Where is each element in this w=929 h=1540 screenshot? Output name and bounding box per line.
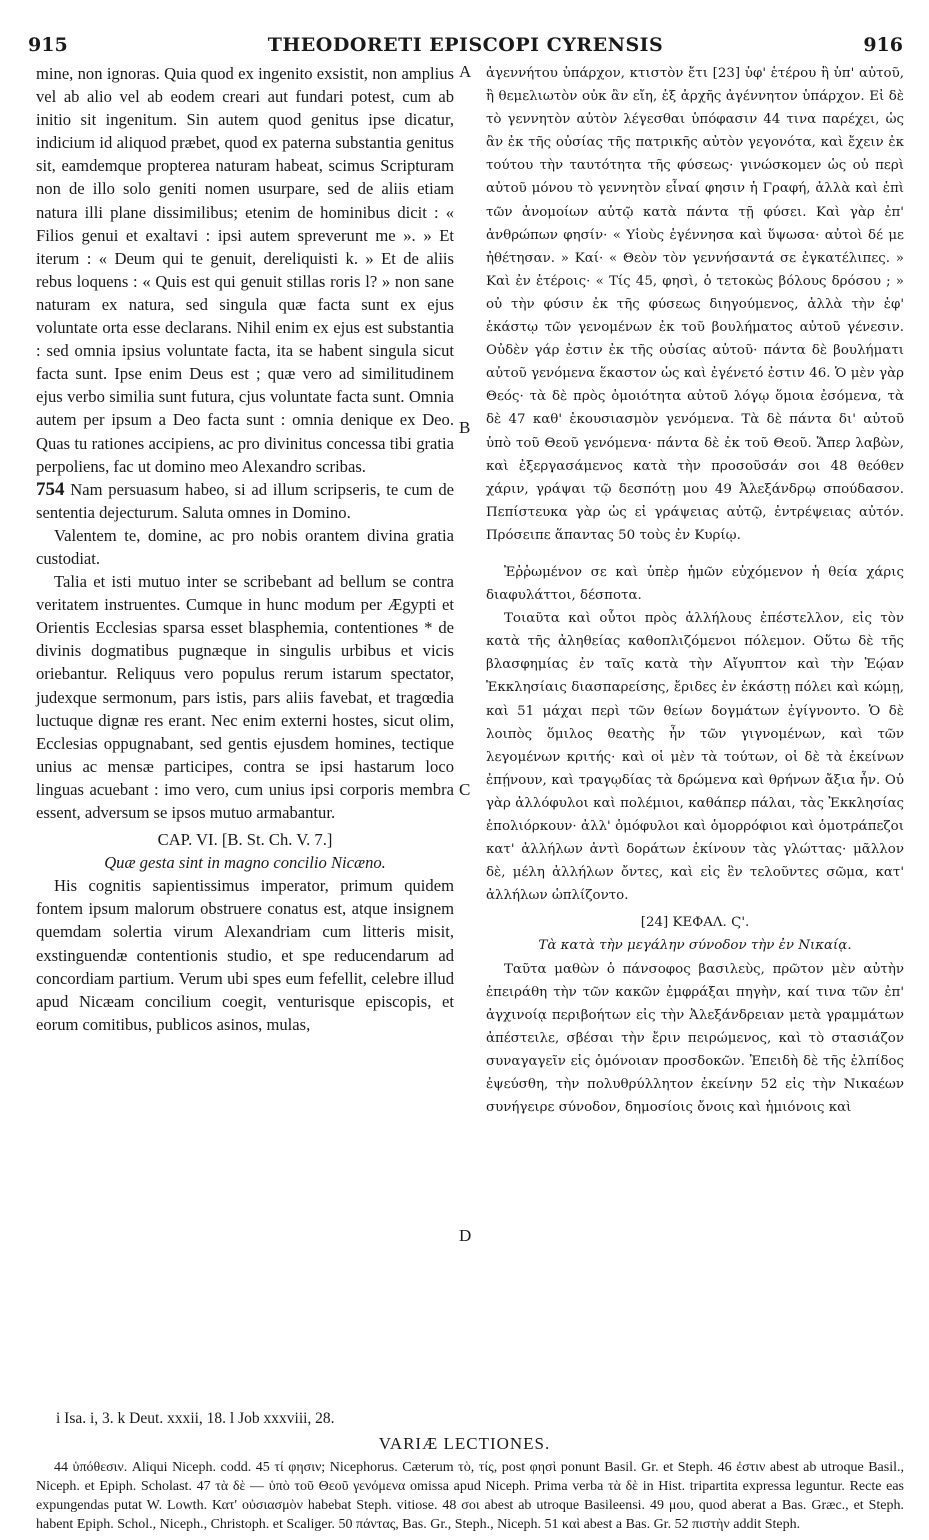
column-number: 754 (36, 478, 65, 500)
greek-paragraph: Τοιαῦτα καὶ οὗτοι πρὸς ἀλλήλους ἐπέστελλον, εἰς τὸν κατὰ τῆς ἀληθείας καθοπλιζόμενοι πόλεμον. Οὕτω δὲ τῆς βλασφημίας ἐν ταῖς κατὰ τὴν Αἴγυπτον καὶ τὴν Ἑῴαν Ἐκκλησίαις διασπαρείσης, ἔριδες ἐν ἑκάστῃ πόλει καὶ κώμῃ, καὶ 51 μάχαι περὶ τῶν θείων δογμάτων ἐγίγνοντο. Ὁ δὲ λοιπὸς ὅμιλος θεατὴς ἦν τῶν γιγνομένων, καὶ τῶν λεγομένων κριτής· καὶ οἱ μὲν τὰ τούτων, οἱ δὲ τὰ ἐκείνων ἐπῄνουν, καὶ τραγῳδίας τὰ δρώμενα καὶ θρήνων ἄξια ἦν. Οὐ γὰρ ἀλλόφυλοι καὶ πολέμιοι, καθάπερ πάλαι, τὰς Ἐκκλησίας ἐπολιόρκουν· ἀλλ' ὁμόφυλοι καὶ ὁμορρόφιοι καὶ ὁμοτράπεζοι κατ' ἀλλήλων ἀντὶ δοράτων ἐκίνουν τὰς γλώττας· μᾶλλον δὲ, μέλη ἀλλήλων ὄντες, καὶ εἰς ἓν τελοῦντες σῶμα, κατ' ἀλλήλων ὡπλίζοντο. (486, 611, 904, 904)
greek-paragraph: Ἐῤῥωμένον σε καὶ ὑπὲρ ἡμῶν εὐχόμενον ἡ θεία χάρις διαφυλάττοι, δέσποτα. (486, 564, 904, 604)
chapter-subtitle-latin: Quæ gesta sint in magno concilio Nicæno. (104, 853, 386, 873)
margin-letter-a: A (459, 62, 472, 81)
greek-paragraph: Ταῦτα μαθὼν ὁ πάνσοφος βασιλεὺς, πρῶτον μὲν αὐτὴν ἐπειράθη τὴν τῶν κακῶν ἐμφράξαι πηγὴν, καί τινα τῶν ἐπ' ἀγχινοίᾳ περιβοήτων εἰς τὴν Ἀλεξάνδρειαν μετὰ γραμμάτων ἀπέστειλε, σβέσαι τὴν ἔριν πειρώμενος, καὶ τὸ στασιάζον συναγαγεῖν εἰς ὁμόνοιαν προσδοκῶν. Ἐπειδὴ δὲ τῆς ἐλπίδος ἐψεύσθη, τὴν πολυθρύλλητον ἐκείνην 52 εἰς τὴν Νικαέων συνήγειρε σύνοδον, δημοσίοις ὄνοις καὶ ἡμιόνοις καὶ (486, 961, 904, 1116)
latin-paragraph: 754 Nam persuasum habeo, si ad illum scripseris, te cum de sententia dejecturum. Saluta omnes in Domino. (36, 478, 454, 522)
latin-paragraph: Valentem te, domine, ac pro nobis orantem divina gratia custodiat. (36, 525, 454, 568)
variae-lectiones-title: VARIÆ LECTIONES. (378, 1434, 551, 1453)
page-number-left: 915 (28, 34, 68, 56)
variae-lectiones-text: 44 ὑπόθεσιν. Aliqui Niceph. codd. 45 τί φησιν; Nicephorus. Cæterum τὸ, τίς, post φησὶ ponunt Basil. Gr. et Steph. 46 ἐστιν abest ab utroque Basil., Niceph. et Epiph. Scholast. 47 τὰ δὲ — ὑπὸ τοῦ Θεοῦ γενόμενα omissa apud Niceph. Prima verba τὰ δὲ in Hist. tripartita expressa leguntur. Recte eas expungendas putat W. Lowth. Κατ' οὐσιασμὸν habebat Steph. vitiose. 48 σοι abest ab utroque Basileensi. 49 μου, quod aberat a Bas. Græc., et Steph. habent Epiph. Schol., Niceph., Christoph. et Scaliger. 50 πάντας, Bas. Gr., Steph., Niceph. 51 καὶ abest a Bas. Gr. 52 πιστὴν addit Steph. (36, 1460, 904, 1532)
greek-column (486, 62, 904, 1119)
margin-letter-b: B (459, 418, 471, 437)
margin-letter-c: C (459, 780, 471, 799)
running-header (28, 34, 903, 58)
latin-paragraph: His cognitis sapientissimus imperator, primum quidem fontem ipsum malorum obstruere conatus est, atque insignem quemdam solertia virum Alexandriam cum litteris misit, exstinguendæ contentionis studio, et spe reducendarum ad concordiam partium. Verum ubi spes eum fefellit, celebre illud apud Nicæam concilium coegit, venturisque episcopis, et eorum comitibus, publicos asinos, mulas, (36, 876, 454, 1034)
chapter-subtitle-greek: Τὰ κατὰ τὴν μεγάλην σύνοδον τὴν ἐν Νικαίᾳ. (538, 938, 852, 954)
latin-paragraph: Talia et isti mutuo inter se scribebant ad bellum se contra veritatem instruentes. Cumque in hunc modum per Ægypti et Orientis Ecclesias sparsa esset blasphemia, contentiones * de divinis dogmatibus pugnæque in singulis urbibus et vicis oriebantur. Reliquus vero populus rerum istarum spectator, judexque sermonum, pars istis, pars aliis favebat, et tragœdia luctuque dignæ res erant. Nec enim externi hostes, sicut olim, Ecclesias oppugnabant, sed gentis ejusdem homines, tectique unius ac mensæ participes, contra se ipsi hastarum loco linguas acuebant : imo vero, cum unius ipsi corporis membra essent, adversum se ipsos mutuo armabantur. (36, 572, 454, 822)
page-number-right: 916 (863, 34, 903, 56)
chapter-heading-latin: CAP. VI. [B. St. Ch. V. 7.] (157, 830, 333, 850)
running-title: THEODORETI EPISCOPI CYRENSIS (267, 34, 664, 56)
margin-letter-d: D (459, 1226, 472, 1245)
footnote-references: i Isa. i, 3. k Deut. xxxii, 18. l Job xxxviii, 28. (56, 1410, 335, 1427)
latin-paragraph: mine, non ignoras. Quia quod ex ingenito exsistit, non amplius vel ab alio vel ab eodem creari aut fundari potest, cum ab initio sit ingenitum. Sin autem quod genitus ipse dicatur, indicium id aliquod præbet, quod ex paterna substantia genitus sit, eamdemque propterea naturam habeat, scimus Scripturam non de illo solo geniti nomen usurpare, sed de aliis etiam natura illi plane dissimilibus; etenim de hominibus dicit : « Filios genui et exaltavi : ipsi autem spreverunt me ». » Et iterum : « Deum qui te genuit, dereliquisti k. » Et de aliis rebus loquens : « Quis est qui genuit stillas roris l? » non sane naturam ex natura, sed singula quæ facta sunt ex ejus voluntate orta esse declarans. Nihil enim ex ejus est substantia : sed omnia ipsius voluntate facta, ita se habent singula sicut facta sunt. Ipse enim Deus est ; quæ vero ad similitudinem ejus verbo similia sunt futura, cjus voluntate facta sunt. Omnia autem per ipsum a Deo facta sunt : omnia denique ex Deo. Quas tu rationes accipiens, ac pro divinitus concessa tibi gratia perpoliens, fac ut domino meo Alexandro scribas. (36, 64, 454, 476)
chapter-heading-greek: [24] ΚΕΦΑΛ. Ϛ'. (640, 915, 750, 931)
greek-paragraph: ἀγεννήτου ὑπάρχον, κτιστὸν ἔτι [23] ὑφ' ἑτέρου ἢ ὑπ' αὐτοῦ, ἢ θεμελιωτὸν οὐκ ἂν εἴη, ἐξ ἀρχῆς ἀγέννητον ὑπάρχον. Εἰ δὲ τὸ γεννητὸν αὐτὸν λέγεσθαι ὑπόφασιν 44 τινα παρέχει, ὡς ἂν ἐκ τῆς οὐσίας τῆς πατρικῆς αὐτὸν γεγονότα, καὶ ἔχειν ἐκ τούτου τὴν ταυτότητα τῆς φύσεως· γινώσκομεν ὡς οὐ περὶ αὐτοῦ μόνου τὸ γεννητὸν εἶναί φησιν ἡ Γραφή, ἀλλὰ καὶ ἐπὶ τῶν ἀνομοίων αὐτῷ κατὰ πάντα τῇ φύσει. Καὶ γὰρ ἐπ' ἀνθρώπων φησίν· « Υἱοὺς ἐγέννησα καὶ ὕψωσα· αὐτοὶ δέ με ἠθέτησαν. » Καί· « Θεὸν τὸν γεννήσαντά σε ἐγκατέλιπες. » Καὶ ἐν ἑτέροις· « Τίς 45, φησὶ, ὁ τετοκὼς βόλους δρόσου ; » οὐ τὴν φύσιν ἐκ τῆς φύσεως διηγούμενος, ἀλλὰ τὴν ἐφ' ἑκάστῳ τῶν γενομένων ἐκ τοῦ βουλήματος αὐτοῦ γένεσιν. Οὐδὲν γάρ ἐστιν ἐκ τῆς οὐσίας αὐτοῦ· πάντα δὲ βουλήματι αὐτοῦ γενόμενα ἕκαστον ὡς καὶ ἐγένετό ἐστιν 46. Ὁ μὲν γὰρ Θεός· τὰ δὲ πρὸς ὁμοιότητα αὐτοῦ λόγῳ ὅμοια ἐσόμενα, τὰ δὲ 47 καθ' ἑκουσιασμὸν γενόμενα. Τὰ δὲ πάντα δι' αὐτοῦ ὑπὸ τοῦ Θεοῦ γενόμενα· πάντα δὲ ἐκ τοῦ Θεοῦ. Ἅπερ λαβὼν, καὶ ἐξεργασάμενος κατὰ τὴν προσοῦσάν σοι 48 θεόθεν χάριν, γράψαι τῷ δεσπότῃ μου 49 Ἀλεξάνδρῳ σπούδασον. Πεπίστευκα γὰρ ὡς εἰ γράψειας αὐτῷ, ἐντρέψειας αὐτόν. Πρόσειπε ἅπαντας 50 τοὺς ἐν Κυρίῳ. (486, 66, 904, 543)
latin-column (36, 62, 454, 1036)
